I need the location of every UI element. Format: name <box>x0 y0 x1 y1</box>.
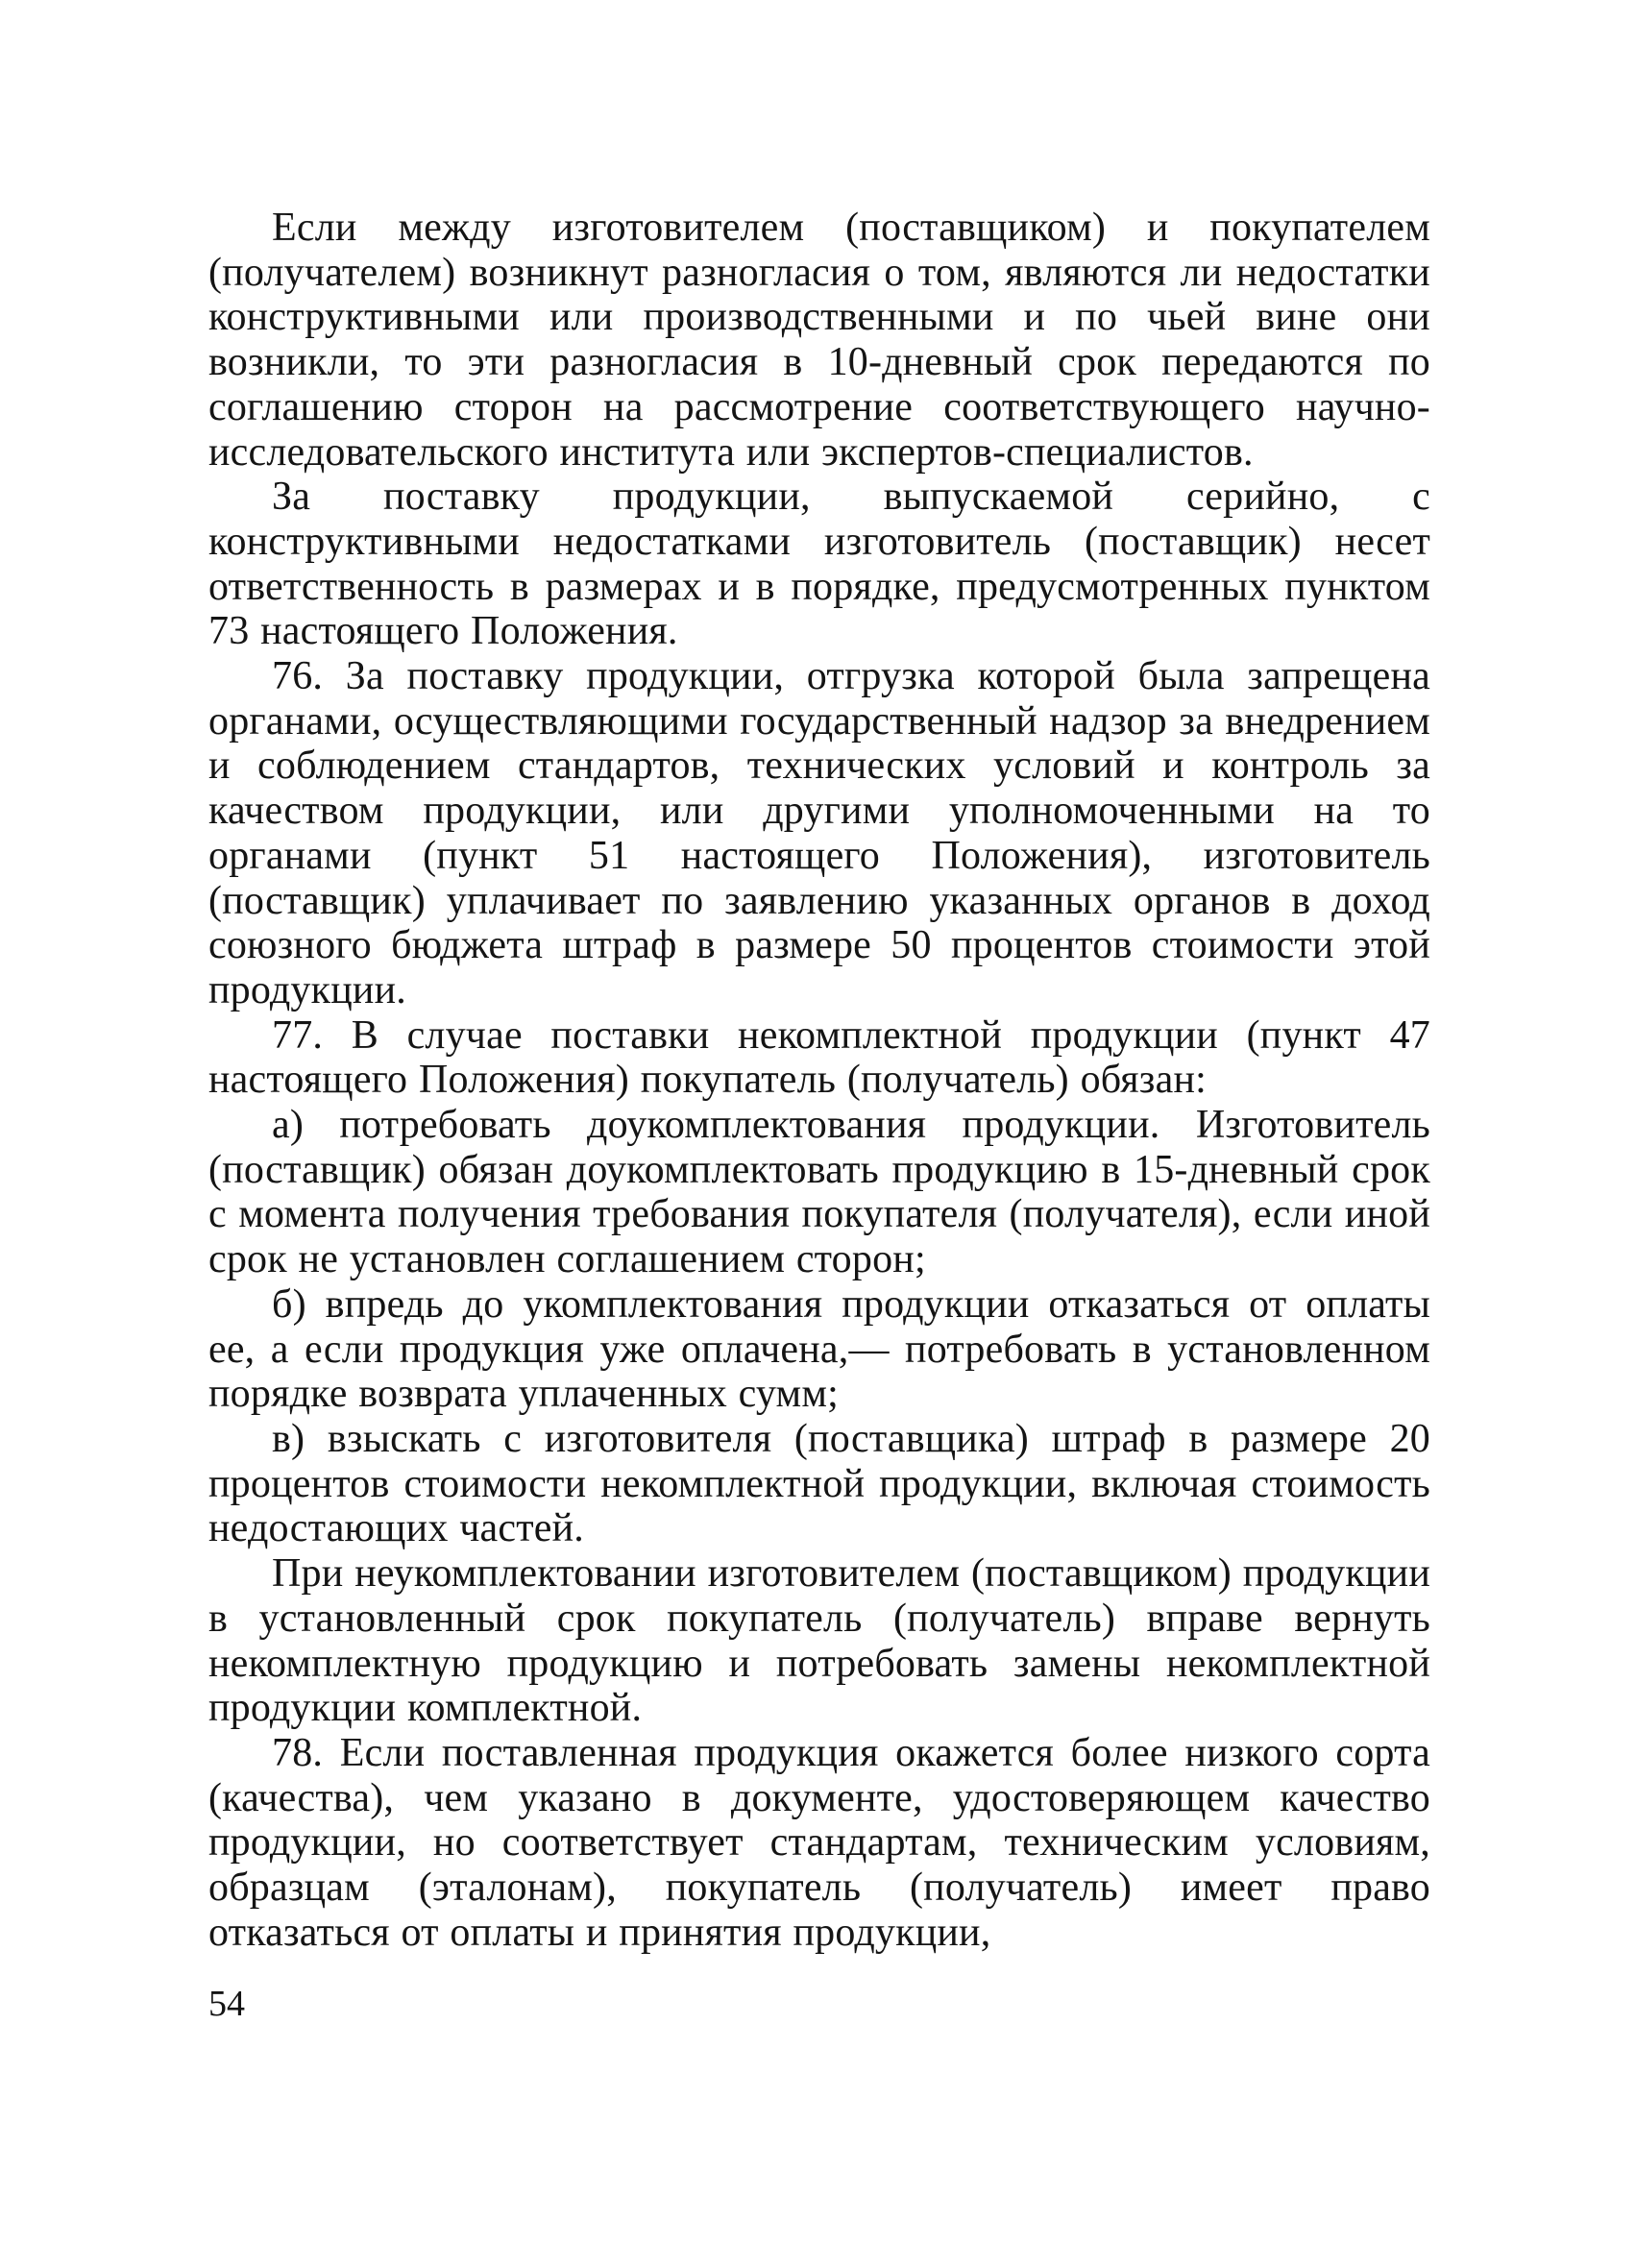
paragraph-76: 76. За поставку продукции, отгрузка которой была запрещена органами, осуществляющими государственный надзор за внедрением и соблюдением стандартов, технических условий и контроль за качеством продукции, или другими уполномоченными на то органами (пункт 51 настоящего Положения), изготовитель (поставщик) уплачивает по заявлению указанных органов в доход союзного бюджета штраф в размере 50 процентов стоимости этой продукции. <box>208 654 1430 1012</box>
paragraph-incomplete-return: При неукомплектовании изготовителем (поставщиком) продукции в установленный срок покупатель (получатель) вправе вернуть некомплектную продукцию и потребовать замены некомплектной продукции комплектной. <box>208 1551 1430 1731</box>
paragraph-serial-production: За поставку продукции, выпускаемой серийно, с конструктивными недостатками изготовитель (поставщик) несет ответственность в размерах и в порядке, предусмотренных пунктом 73 настоящего Положения. <box>208 475 1430 654</box>
paragraph-defects-dispute: Если между изготовителем (поставщиком) и покупателем (получателем) возникнут разногласия о том, являются ли недостатки конструктивными или производственными и по чьей вине они возникли, то эти разногласия в 10-дневный срок передаются по соглашению сторон на рассмотрение соответствующего научно-исследовательского института или экспертов-специалистов. <box>208 206 1430 475</box>
paragraph-77-b: б) впредь до укомплектования продукции отказаться от оплаты ее, а если продукция уже оплачена,— потребовать в установленном порядке возврата уплаченных сумм; <box>208 1281 1430 1417</box>
paragraph-77-a: а) потребовать доукомплектования продукции. Изготовитель (поставщик) обязан доукомплектовать продукцию в 15-дневный срок с момента получения требования покупателя (получателя), если иной срок не установлен соглашением сторон; <box>208 1103 1430 1282</box>
paragraph-77: 77. В случае поставки некомплектной продукции (пункт 47 настоящего Положения) покупатель (получатель) обязан: <box>208 1012 1430 1103</box>
paragraph-78: 78. Если поставленная продукция окажется более низкого сорта (качества), чем указано в документе, удостоверяющем качество продукции, но соответствует стандартам, техническим условиям, образцам (эталонам), покупатель (получатель) имеет право отказаться от оплаты и принятия продукции, <box>208 1730 1430 1955</box>
document-page <box>208 206 1430 1955</box>
page-number: 54 <box>208 1984 245 2024</box>
paragraph-77-v: в) взыскать с изготовителя (поставщика) штраф в размере 20 процентов стоимости некомплектной продукции, включая стоимость недостающих частей. <box>208 1416 1430 1551</box>
